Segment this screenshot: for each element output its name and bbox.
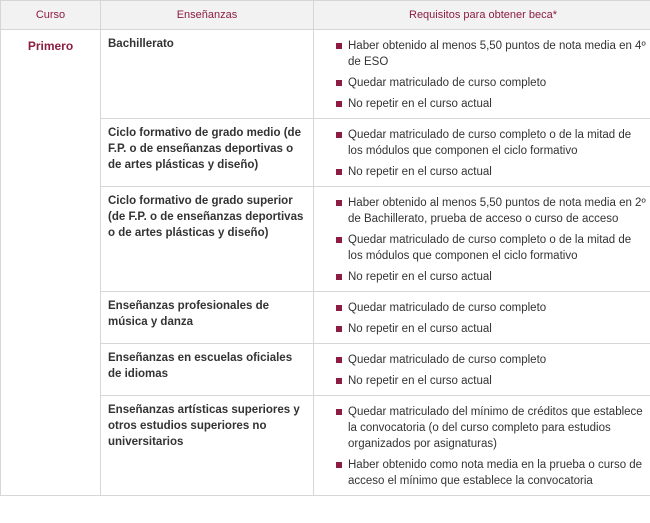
requisitos-cell	[314, 344, 650, 396]
requisito-text: Haber obtenido al menos 5,50 puntos de nota media en 2º de Bachillerato, prueba de acceso o curso de acceso	[348, 197, 646, 225]
table-body	[1, 30, 650, 496]
requisito-text: Quedar matriculado de curso completo	[348, 354, 547, 366]
list-item	[314, 232, 646, 264]
square-bullet-icon	[336, 326, 342, 332]
requisitos-list	[314, 127, 646, 180]
square-bullet-icon	[336, 43, 342, 49]
list-item	[314, 404, 646, 452]
ensenanza-cell: Bachillerato	[101, 30, 314, 119]
ensenanza-cell: Ciclo formativo de grado superior (de F.P. o de enseñanzas deportivas o de artes plásticas y diseño)	[101, 187, 314, 292]
requisito-text: Haber obtenido como nota media en la prueba o curso de acceso el mínimo que establece la convocatoria	[348, 459, 643, 487]
requisitos-list	[314, 195, 646, 285]
requisito-text: No repetir en el curso actual	[348, 98, 492, 110]
list-item	[314, 38, 646, 70]
square-bullet-icon	[336, 200, 342, 206]
list-item	[314, 321, 646, 337]
square-bullet-icon	[336, 169, 342, 175]
requisitos-cell	[314, 187, 650, 292]
ensenanza-cell: Enseñanzas en escuelas oficiales de idiomas	[101, 344, 314, 396]
curso-cell: Primero	[1, 30, 101, 496]
requisito-text: Quedar matriculado de curso completo	[348, 302, 547, 314]
requisitos-list	[314, 300, 646, 337]
requisito-text: No repetir en el curso actual	[348, 323, 492, 335]
list-item	[314, 457, 646, 489]
ensenanza-cell: Enseñanzas artísticas superiores y otros estudios superiores no universitarios	[101, 396, 314, 496]
header-ensenanzas: Enseñanzas	[101, 1, 314, 30]
square-bullet-icon	[336, 80, 342, 86]
list-item	[314, 164, 646, 180]
list-item	[314, 195, 646, 227]
square-bullet-icon	[336, 409, 342, 415]
requisito-text: No repetir en el curso actual	[348, 375, 492, 387]
requisito-text: Quedar matriculado de curso completo o de la mitad de los módulos que componen el ciclo formativo	[348, 234, 632, 262]
square-bullet-icon	[336, 357, 342, 363]
requisitos-cell	[314, 292, 650, 344]
list-item	[314, 75, 646, 91]
ensenanza-cell: Enseñanzas profesionales de música y danza	[101, 292, 314, 344]
requisitos-list	[314, 404, 646, 489]
list-item	[314, 300, 646, 316]
ensenanza-cell: Ciclo formativo de grado medio (de F.P. o de enseñanzas deportivas o de artes plásticas y diseño)	[101, 119, 314, 187]
requisitos-cell	[314, 119, 650, 187]
requisito-text: Quedar matriculado de curso completo	[348, 77, 547, 89]
requisito-text: Haber obtenido al menos 5,50 puntos de nota media en 4º de ESO	[348, 40, 646, 68]
list-item	[314, 373, 646, 389]
list-item	[314, 269, 646, 285]
header-requisitos: Requisitos para obtener beca*	[314, 1, 650, 30]
requisitos-cell	[314, 396, 650, 496]
requisitos-list	[314, 38, 646, 112]
square-bullet-icon	[336, 132, 342, 138]
square-bullet-icon	[336, 305, 342, 311]
requisitos-list	[314, 352, 646, 389]
requisitos-cell	[314, 30, 650, 119]
requisito-text: Quedar matriculado del mínimo de créditos que establece la convocatoria (o del curso completo para estudios organizados por asignaturas)	[348, 406, 643, 450]
square-bullet-icon	[336, 237, 342, 243]
requisito-text: Quedar matriculado de curso completo o de la mitad de los módulos que componen el ciclo formativo	[348, 129, 632, 157]
list-item	[314, 127, 646, 159]
square-bullet-icon	[336, 274, 342, 280]
square-bullet-icon	[336, 101, 342, 107]
requisito-text: No repetir en el curso actual	[348, 271, 492, 283]
header-curso: Curso	[1, 1, 101, 30]
square-bullet-icon	[336, 462, 342, 468]
list-item	[314, 352, 646, 368]
list-item	[314, 96, 646, 112]
square-bullet-icon	[336, 378, 342, 384]
table-header-row	[1, 1, 650, 30]
requisito-text: No repetir en el curso actual	[348, 166, 492, 178]
